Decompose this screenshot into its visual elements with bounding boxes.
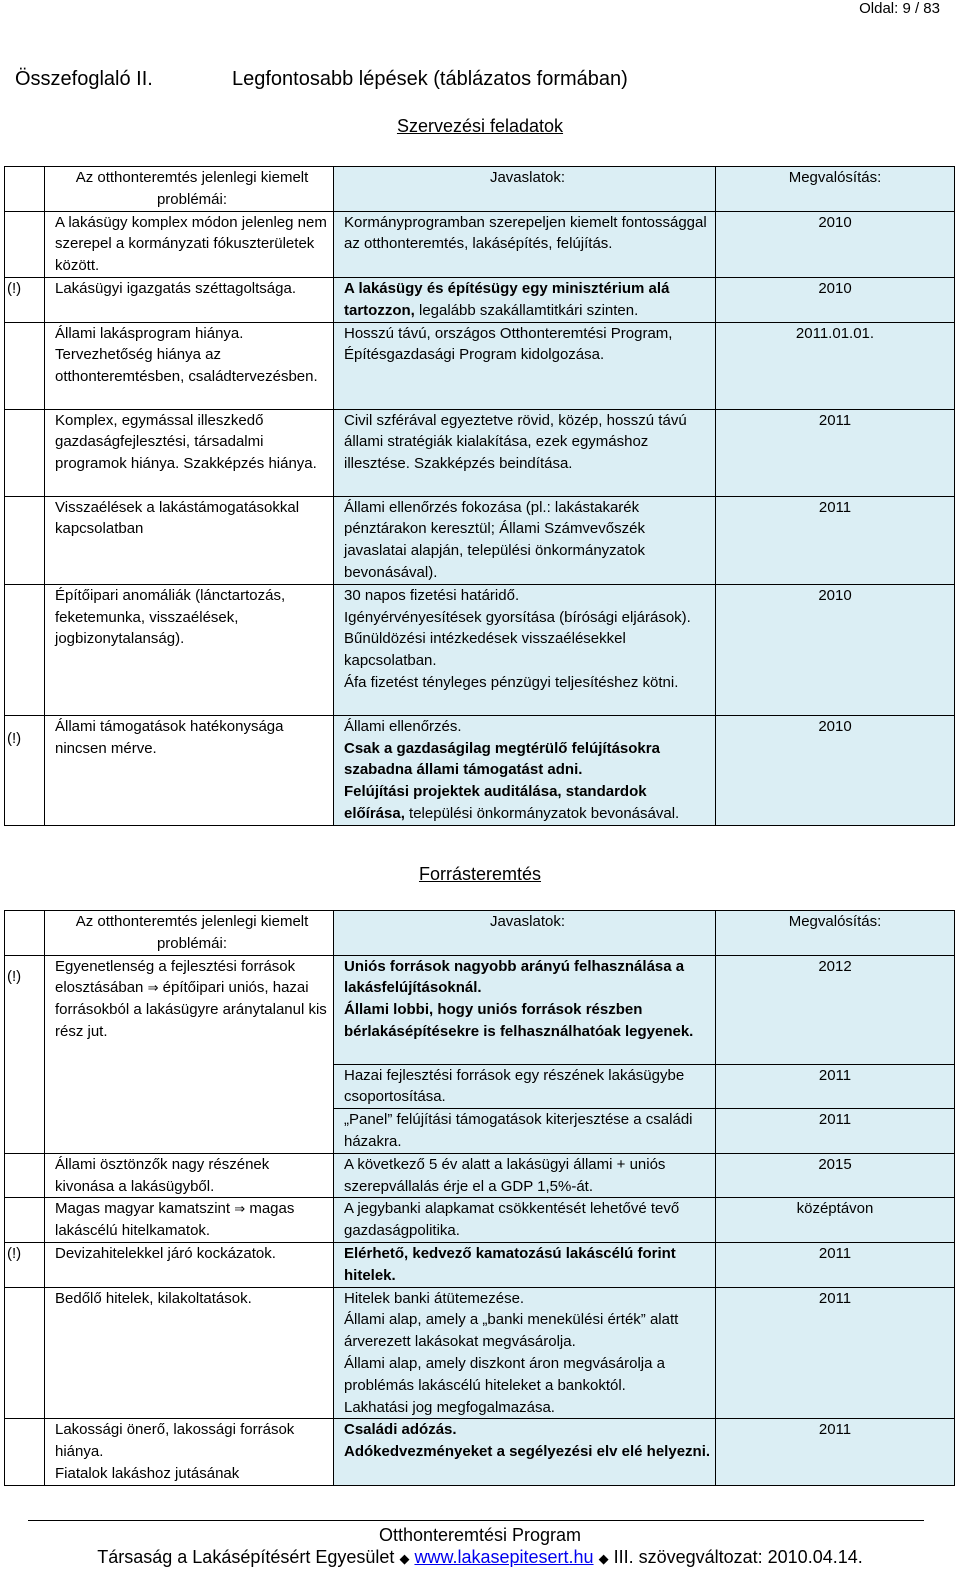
footer-website-link[interactable]: www.lakasepitesert.hu [414,1547,594,1567]
problem-cell: Visszaélések a lakástámogatásokkal kapcsolatban [45,496,334,584]
proposal-line-mixed [344,781,711,825]
page-number: Oldal: 9 / 83 [859,0,940,17]
realization-cell: 2012 [716,955,955,1064]
realization-cell: 2010 [716,277,955,322]
proposal-cell [334,1287,716,1419]
realization-cell: 2011.01.01. [716,322,955,409]
proposal-line-bold: Családi adózás. [344,1421,457,1439]
proposal-line: Állami alap, amely a „banki menekülési érték” alatt árverezett lakásokat megvásárolja. [344,1311,679,1351]
proposal-line-bold: Adókedvezményeket a segélyezési elv elé helyezni. [344,1443,711,1461]
problem-cell: Lakásügyi igazgatás széttagoltsága. [45,277,334,322]
page-heading [15,68,628,91]
proposal-cell [334,1419,716,1485]
mark-cell [5,322,45,409]
table-row [5,1242,955,1287]
problem-cell: Komplex, egymással illeszkedő gazdaságfejlesztési, társadalmi programok hiánya. Szakképzés hiánya. [45,409,334,496]
table-row [5,1287,955,1419]
diamond-icon: ◆ [598,1551,609,1566]
mark-cell [5,1419,45,1485]
mark-cell [5,1287,45,1419]
proposal-line: Hitelek banki átütemezése. [344,1289,525,1307]
footer-divider [28,1520,924,1521]
proposal-line-bold: Állami lobbi, hogy uniós források részben bérlakásépítésekre is felhasználhatóak legyenek. [344,1001,694,1040]
header-problems: Az otthonteremtés jelenlegi kiemelt problémái: [45,167,334,212]
proposal-cell [334,277,716,322]
footer-program: Otthonteremtési Program [378,1525,582,1545]
realization-cell: 2010 [716,584,955,715]
proposal-cell: Elérhető, kedvező kamatozású lakáscélú forint hitelek. [334,1242,716,1287]
proposal-cell [334,955,716,1064]
proposal-line: Bűnüldözési intézkedések visszaélésekkel kapcsolatban. [344,630,626,670]
proposal-line: Állami ellenőrzés. [344,717,462,735]
problem-cell: Devizahitelekkel járó kockázatok. [45,1242,334,1287]
realization-cell: 2010 [716,211,955,277]
table-row [5,211,955,277]
realization-cell: középtávon [716,1198,955,1243]
proposal-line-bold: Csak a gazdaságilag megtérülő felújításokra szabadna állami támogatást adni. [344,739,660,779]
problem-cell: Építőipari anomáliák (lánctartozás, feketemunka, visszaélések, jogbizonytalanság). [45,584,334,715]
section-title-szervezesi: Szervezési feladatok [396,116,564,136]
proposal-line: Állami alap, amely diszkont áron megvásárolja a problémás lakáscélú hiteleket a bankoktól. [344,1354,665,1394]
problem-cell: Állami ösztönzők nagy részének kivonása a lakásügyből. [45,1153,334,1198]
table-row [5,955,955,1064]
proposal-cell: A jegybanki alapkamat csökkentését lehetővé tevő gazdaságpolitika. [334,1198,716,1243]
table-row [5,1153,955,1198]
mark-cell [5,584,45,715]
mark-cell [5,496,45,584]
problem-cell [45,1198,334,1243]
warning-mark: (!) [5,277,45,322]
realization-cell: 2011 [716,1109,955,1154]
table-row [5,715,955,825]
table-header-row [5,911,955,956]
proposal-text: települési önkormányzatok bevonásával. [404,804,680,822]
proposal-line: 30 napos fizetési határidő. [344,586,520,604]
mark-cell [5,409,45,496]
proposal-bold: A lakásügy és építésügy egy minisztérium alá tartozzon, [344,279,670,319]
footer-org: Társaság a Lakásépítésért Egyesület [97,1547,395,1567]
table-row [5,584,955,715]
mark-cell [5,1153,45,1198]
problem-text: építőipari uniós, hazai forrásokból a lakásügyre aránytalanul kis rész jut. [55,979,327,1040]
realization-cell: 2011 [716,1287,955,1419]
header-realization: Megvalósítás: [716,911,955,956]
realization-cell: 2015 [716,1153,955,1198]
warning-mark: (!) [5,1242,45,1287]
realization-cell: 2011 [716,409,955,496]
problem-cell [45,955,334,1153]
realization-cell: 2010 [716,715,955,825]
table-row [5,409,955,496]
header-problems: Az otthonteremtés jelenlegi kiemelt problémái: [45,911,334,956]
table-row [5,1198,955,1243]
proposal-cell [334,584,716,715]
mark-cell [5,911,45,956]
proposal-cell: Civil szférával egyeztetve rövid, közép, hosszú távú állami stratégiák kialakítása, ezek egymáshoz illesztése. Szakképzés beindítása. [334,409,716,496]
proposal-text: legalább szakállamtitkári szinten. [414,301,639,319]
realization-cell: 2011 [716,1419,955,1485]
header-proposals: Javaslatok: [334,911,716,956]
problem-cell: A lakásügy komplex módon jelenleg nem szerepel a kormányzati fókuszterületek között. [45,211,334,277]
section-title-forrasteremtes: Forrásteremtés [418,864,542,884]
table-forrasteremtes [4,910,955,1486]
problem-line: Fiatalok lakáshoz jutásának [55,1464,240,1482]
table-row [5,277,955,322]
warning-mark: (!) [5,715,45,825]
problem-cell: Állami lakásprogram hiánya. Tervezhetőség hiánya az otthonteremtésben, családtervezésben. [45,322,334,409]
table-row [5,496,955,584]
proposal-bold: Felújítási projektek auditálása, standardok előírása, [344,783,647,822]
problem-text: Magas magyar kamatszint [55,1200,231,1218]
problem-text: magas lakáscélú hitelkamatok. [55,1200,295,1240]
footer-version: III. szövegváltozat: 2010.04.14. [613,1547,863,1567]
problem-line: Lakossági önerő, lakossági források hiánya. [55,1421,295,1461]
heading-right: Legfontosabb lépések (táblázatos formában) [232,68,628,90]
mark-cell [5,211,45,277]
proposal-cell: „Panel” felújítási támogatások kiterjesztése a családi házakra. [334,1109,716,1154]
proposal-cell: Kormányprogramban szerepeljen kiemelt fontossággal az otthonteremtés, lakásépítés, felújítás. [334,211,716,277]
arrow-right-icon: ⇒ [147,980,159,996]
arrow-right-icon: ⇒ [234,1201,246,1217]
mark-cell [5,1198,45,1243]
problem-cell [45,1419,334,1485]
diamond-icon: ◆ [399,1551,410,1566]
problem-cell: Állami támogatások hatékonysága nincsen mérve. [45,715,334,825]
realization-cell: 2011 [716,496,955,584]
proposal-line: Lakhatási jog megfogalmazása. [344,1398,555,1416]
realization-cell: 2011 [716,1242,955,1287]
table-header-row [5,167,955,212]
heading-left: Összefoglaló II. [15,68,153,90]
table-row [5,1419,955,1485]
proposal-line-bold: Uniós források nagyobb arányú felhasználása a lakásfelújításoknál. [344,957,685,997]
header-realization: Megvalósítás: [716,167,955,212]
problem-cell: Bedőlő hitelek, kilakoltatások. [45,1287,334,1419]
proposal-cell [334,715,716,825]
proposal-line: Áfa fizetést tényleges pénzügyi teljesítéshez kötni. [344,673,679,691]
table-row [5,322,955,409]
footer-info [0,1547,960,1568]
proposal-line: Igényérvényesítések gyorsítása (bírósági eljárások). [344,608,691,626]
warning-mark: (!) [5,955,45,1153]
mark-cell [5,167,45,212]
proposal-cell: Hazai fejlesztési források egy részének lakásügybe csoportosítása. [334,1064,716,1109]
realization-cell: 2011 [716,1064,955,1109]
proposal-cell: Hosszú távú, országos Otthonteremtési Program, Építésgazdasági Program kidolgozása. [334,322,716,409]
table-szervezesi [4,166,955,826]
proposal-cell: Állami ellenőrzés fokozása (pl.: lakástakarék pénztárakon keresztül; Állami Számvevőszék javaslatai alapján, települési önkormányzatok bevonásával). [334,496,716,584]
header-proposals: Javaslatok: [334,167,716,212]
problem-text: Egyenetlenség a fejlesztési források elosztásában [55,957,296,997]
proposal-cell: A következő 5 év alatt a lakásügyi állami + uniós szerepvállalás érje el a GDP 1,5%-át. [334,1153,716,1198]
